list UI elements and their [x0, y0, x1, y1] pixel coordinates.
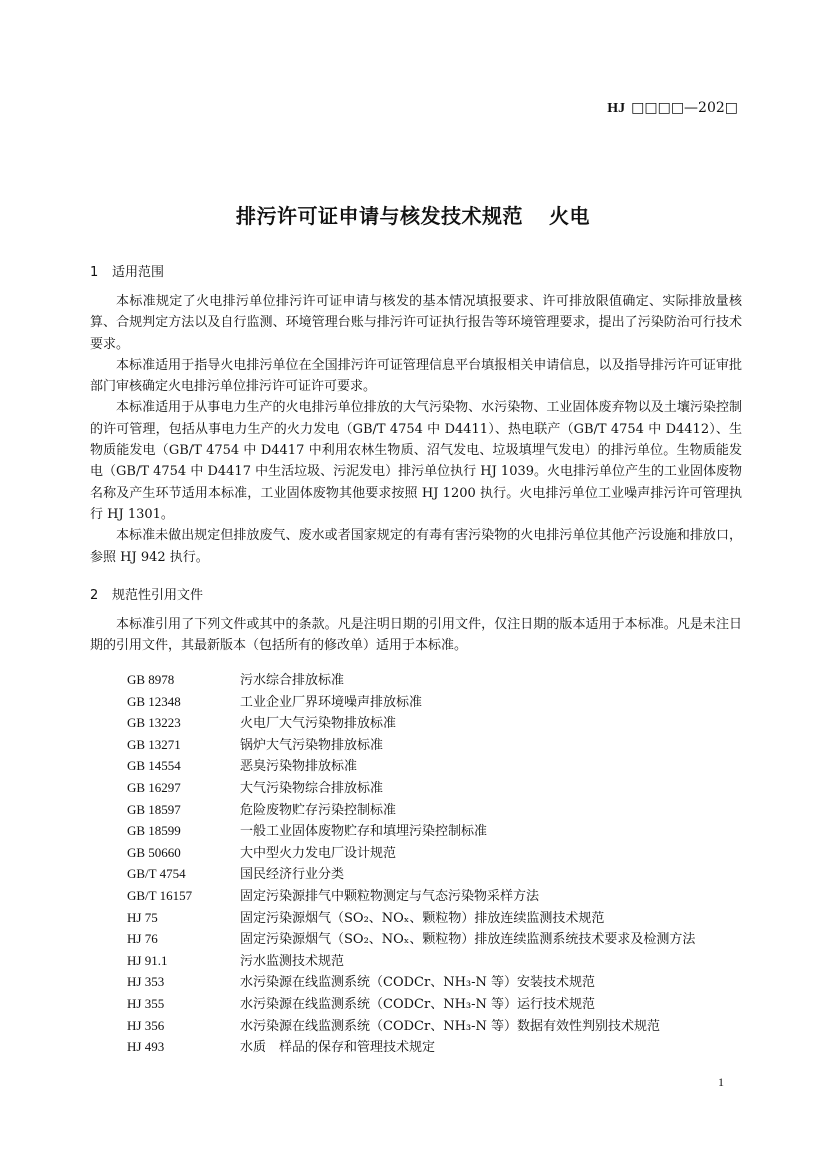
reference-code: GB 18599	[127, 823, 181, 839]
reference-title: 固定污染源排气中颗粒物测定与气态污染物采样方法	[240, 888, 540, 904]
reference-title: 污水综合排放标准	[240, 673, 345, 688]
reference-title: 大中型火力发电厂设计规范	[240, 845, 397, 861]
reference-item	[127, 820, 695, 842]
reference-item	[127, 863, 695, 885]
reference-title: 水污染源在线监测系统（CODCr、NH₃-N 等）安装技术规范	[240, 975, 596, 991]
section-title: 规范性引用文件	[112, 588, 204, 603]
reference-title: 水污染源在线监测系统（CODCr、NH₃-N 等）运行技术规范	[240, 996, 596, 1012]
reference-code: GB 13223	[127, 715, 181, 731]
reference-item	[127, 971, 695, 993]
section-number: 1	[90, 265, 99, 280]
reference-item	[127, 1036, 695, 1058]
section-number: 2	[90, 588, 99, 603]
section-2-body	[90, 614, 742, 657]
reference-title: 国民经济行业分类	[240, 867, 345, 883]
reference-item	[127, 885, 695, 907]
reference-title: 危险废物贮存污染控制标准	[240, 802, 397, 818]
reference-code: HJ 76	[127, 931, 158, 947]
reference-code: GB 50660	[127, 844, 181, 860]
reference-code: GB 12348	[127, 693, 181, 709]
reference-title: 水污染源在线监测系统（CODCr、NH₃-N 等）数据有效性判别技术规范	[240, 1018, 661, 1034]
reference-item	[127, 734, 695, 756]
reference-code: HJ 493	[127, 1039, 165, 1055]
document-header	[607, 100, 738, 117]
reference-item	[127, 950, 695, 972]
reference-code: GB/T 16157	[127, 887, 193, 903]
title-main: 排污许可证申请与核发技术规范	[236, 204, 523, 228]
reference-title: 一般工业固体废物贮存和填埋污染控制标准	[240, 824, 488, 840]
reference-code: GB 18597	[127, 801, 181, 817]
reference-item	[127, 907, 695, 929]
reference-code: GB 14554	[127, 758, 181, 774]
title-sub: 火电	[549, 204, 590, 228]
reference-code: HJ 75	[127, 909, 158, 925]
reference-code: HJ 356	[127, 1017, 165, 1033]
section-title: 适用范围	[112, 265, 165, 280]
reference-item	[127, 993, 695, 1015]
reference-title: 锅炉大气污染物排放标准	[240, 737, 384, 753]
reference-item	[127, 691, 695, 713]
reference-title: 工业企业厂界环境噪声排放标准	[240, 694, 423, 710]
reference-list	[127, 669, 695, 1058]
reference-item	[127, 842, 695, 864]
reference-item	[127, 755, 695, 777]
reference-code: GB 8978	[127, 672, 175, 687]
document-title	[0, 200, 826, 229]
reference-code: GB 13271	[127, 736, 181, 752]
reference-item	[127, 669, 695, 691]
page-number: 1	[718, 1075, 724, 1089]
paragraph: 本标准规定了火电排污单位排污许可证申请与核发的基本情况填报要求、许可排放限值确定、实际排放量核算、合规判定方法以及自行监测、环境管理台账与排污许可证执行报告等环境管理要求，提出了污染防治可行技术要求。	[90, 294, 742, 352]
reference-title: 污水监测技术规范	[240, 953, 345, 969]
reference-title: 水质 样品的保存和管理技术规定	[240, 1040, 436, 1056]
section-2-heading	[90, 584, 203, 603]
reference-item	[127, 928, 695, 950]
reference-title: 固定污染源烟气（SO₂、NOₓ、颗粒物）排放连续监测技术规范	[240, 910, 605, 926]
reference-item	[127, 777, 695, 799]
reference-code: GB/T 4754	[127, 866, 186, 882]
paragraph: 本标准适用于从事电力生产的火电排污单位排放的大气污染物、水污染物、工业固体废弃物以及土壤污染控制的许可管理，包括从事电力生产的火力发电（GB/T 4754 中 D4411）、热电联产（GB/T 4754 中 D4412）、生物质能发电（GB/T 4754 中 D4417 中利用农林生物质、沼气发电、垃圾填埋气发电）的排污单位。生物质能发电（GB/T 4754 中 D4417 中生活垃圾、污泥发电）排污单位执行 HJ 1039。火电排污单位产生的工业固体废物名称及产生环节适用本标准，工业固体废物其他要求按照 HJ 1200 执行。火电排污单位工业噪声排污许可管理执行 HJ 1301。	[90, 400, 743, 522]
reference-code: HJ 91.1	[127, 952, 168, 968]
standard-code: HJ	[607, 101, 626, 116]
reference-title: 火电厂大气污染物排放标准	[240, 716, 397, 732]
section-1-heading	[90, 261, 164, 280]
reference-title: 恶臭污染物排放标准	[240, 759, 358, 775]
reference-code: HJ 353	[127, 974, 165, 990]
paragraph: 本标准适用于指导火电排污单位在全国排污许可证管理信息平台填报相关申请信息，以及指导排污许可证审批部门审核确定火电排污单位排污许可证许可要求。	[90, 357, 742, 395]
paragraph: 本标准未做出规定但排放废气、废水或者国家规定的有毒有害污染物的火电排污单位其他产污设施和排放口，参照 HJ 942 执行。	[90, 528, 742, 565]
standard-number: □□□□—202□	[631, 100, 738, 116]
reference-title: 大气污染物综合排放标准	[240, 780, 384, 796]
paragraph: 本标准引用了下列文件或其中的条款。凡是注明日期的引用文件，仅注日期的版本适用于本标准。凡是未注日期的引用文件，其最新版本（包括所有的修改单）适用于本标准。	[90, 617, 742, 654]
reference-title: 固定污染源烟气（SO₂、NOₓ、颗粒物）排放连续监测系统技术要求及检测方法	[240, 932, 696, 948]
reference-item	[127, 1015, 695, 1037]
section-1-body	[90, 291, 742, 568]
reference-code: GB 16297	[127, 779, 181, 795]
reference-item	[127, 799, 695, 821]
reference-item	[127, 712, 695, 734]
reference-code: HJ 355	[127, 995, 165, 1011]
